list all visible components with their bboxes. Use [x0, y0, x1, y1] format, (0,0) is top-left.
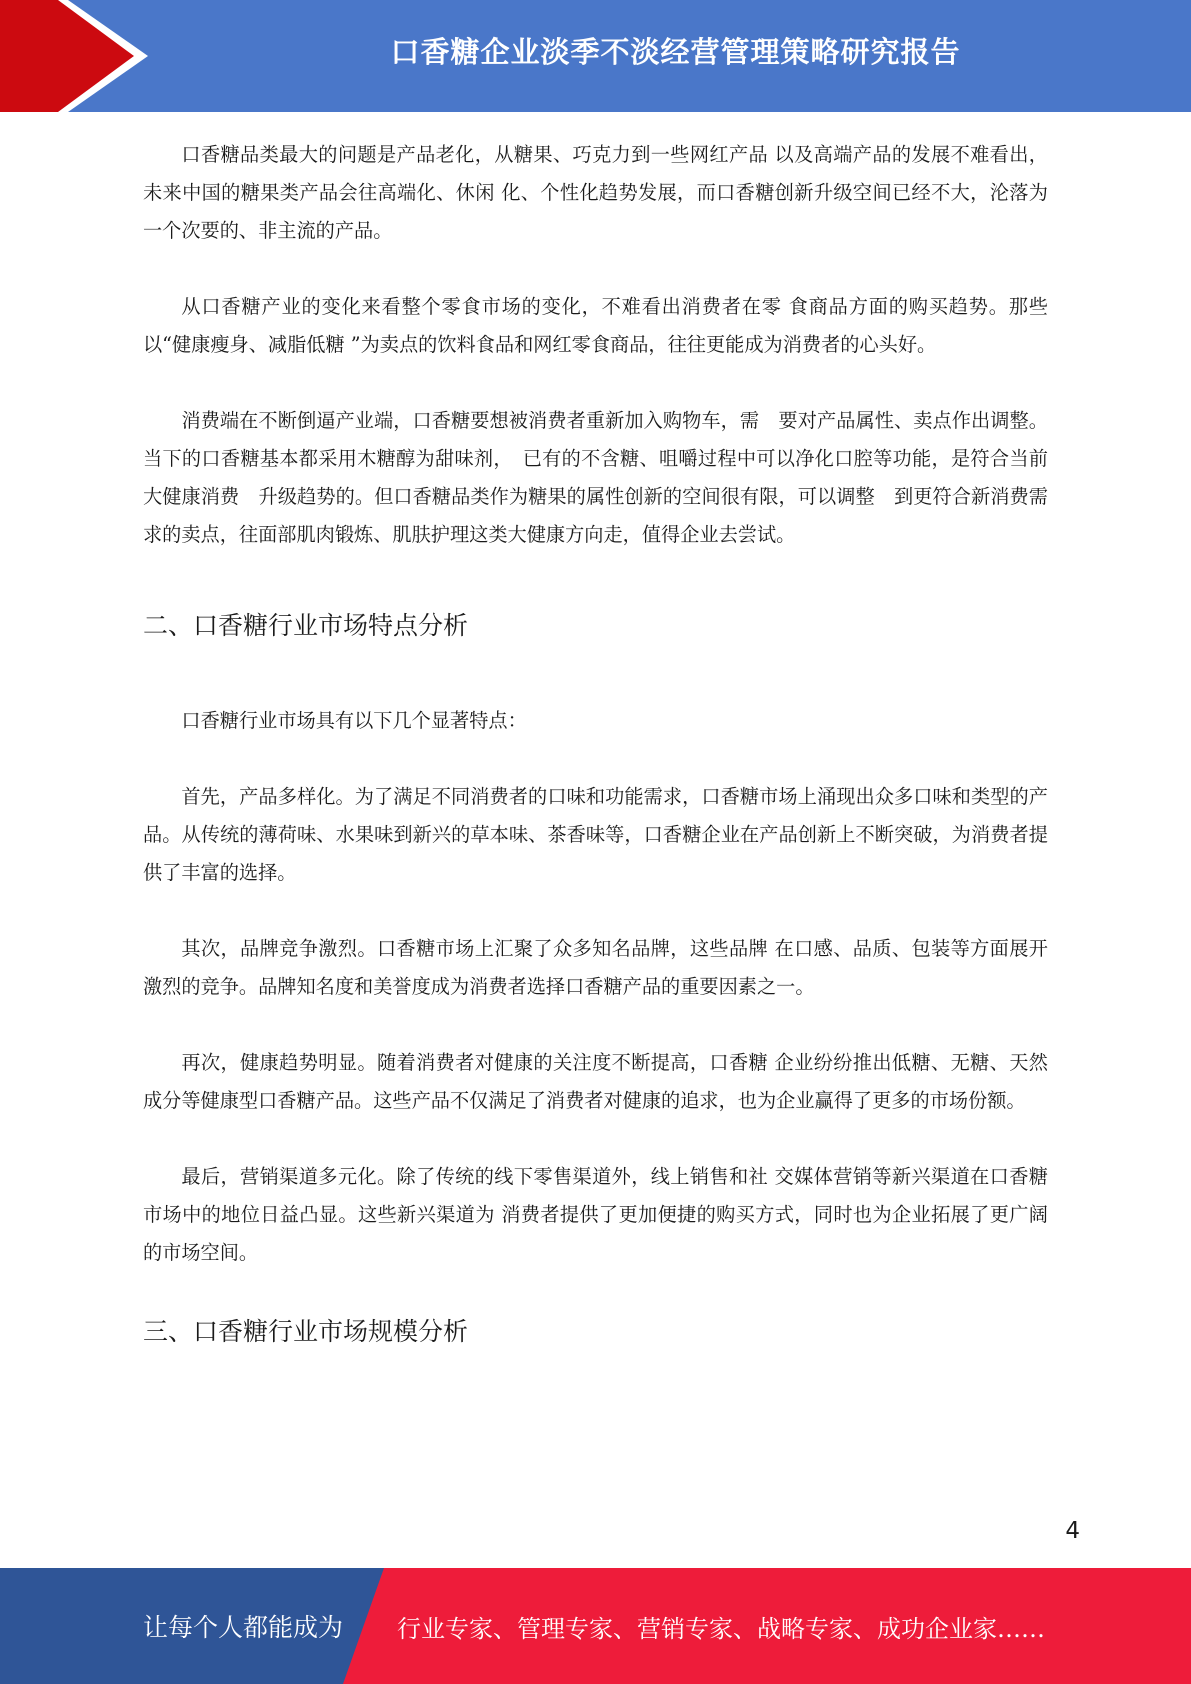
red-chevron-icon [0, 0, 160, 112]
section-heading-market-size: 三、口香糖行业市场规模分析 [143, 1317, 469, 1346]
paragraph-product-diversity: 首先，产品多样化。为了满足不同消费者的口味和功能需求，口香糖市场上涌现出众多口味和类型的产品。从传统的薄荷味、水果味到新兴的草本味、茶香味等，口香糖企业在产品创新上不断突破，为消费者提供了丰富的选择。 [143, 785, 1048, 884]
paragraph-snack-market: 从口香糖产业的变化来看整个零食市场的变化，不难看出消费者在零 食商品方面的购买趋势。那些以“健康瘦身、减脂低糖 ”为卖点的饮料食品和网红零食商品，往往更能成为消费者的心头好。 [143, 295, 1048, 356]
paragraph-brand-competition: 其次，品牌竞争激烈。口香糖市场上汇聚了众多知名品牌，这些品牌 在口感、品质、包装等方面展开激烈的竞争。品牌知名度和美誉度成为消费者选择口香糖产品的重要因素之一。 [143, 937, 1048, 998]
paragraph-product-aging: 口香糖品类最大的问题是产品老化，从糖果、巧克力到一些网红产品 以及高端产品的发展不难看出，未来中国的糖果类产品会往高端化、休闲 化、个性化趋势发展，而口香糖创新升级空间已经不大，沦落为一个次要的、非主流的产品。 [143, 143, 1048, 242]
paragraph-consumer-demand: 消费端在不断倒逼产业端，口香糖要想被消费者重新加入购物车，需 要对产品属性、卖点作出调整。当下的口香糖基本都采用木糖醇为甜味剂， 已有的不含糖、咀嚼过程中可以净化口腔等功能，是符合当前大健康消费 升级趋势的。但口香糖品类作为糖果的属性创新的空间很有限，可以调整 到更符合新消费需求的卖点，往面部肌肉锻炼、肌肤护理这类大健康方向走，值得企业去尝试。 [143, 409, 1048, 546]
report-header [0, 0, 1191, 112]
paragraph-features-intro: 口香糖行业市场具有以下几个显著特点： [181, 709, 527, 732]
report-title: 口香糖企业淡季不淡经营管理策略研究报告 [390, 34, 961, 69]
section-heading-market-features: 二、口香糖行业市场特点分析 [143, 611, 469, 640]
report-footer [0, 1568, 1191, 1684]
page-number: 4 [1065, 1518, 1080, 1544]
paragraph-marketing-channels: 最后，营销渠道多元化。除了传统的线下零售渠道外，线上销售和社 交媒体营销等新兴渠道在口香糖市场中的地位日益凸显。这些新兴渠道为 消费者提供了更加便捷的购买方式，同时也为企业拓展了更广阔的市场空间。 [143, 1165, 1048, 1264]
paragraph-health-trend: 再次，健康趋势明显。随着消费者对健康的关注度不断提高，口香糖 企业纷纷推出低糖、无糖、天然成分等健康型口香糖产品。这些产品不仅满足了消费者对健康的追求，也为企业赢得了更多的市场份额。 [143, 1051, 1048, 1112]
report-body [143, 136, 1048, 1348]
footer-slogan-lead: 让每个人都能成为 [143, 1613, 344, 1642]
footer-slogan-roles: 行业专家、管理专家、营销专家、战略专家、成功企业家…… [397, 1614, 1045, 1643]
